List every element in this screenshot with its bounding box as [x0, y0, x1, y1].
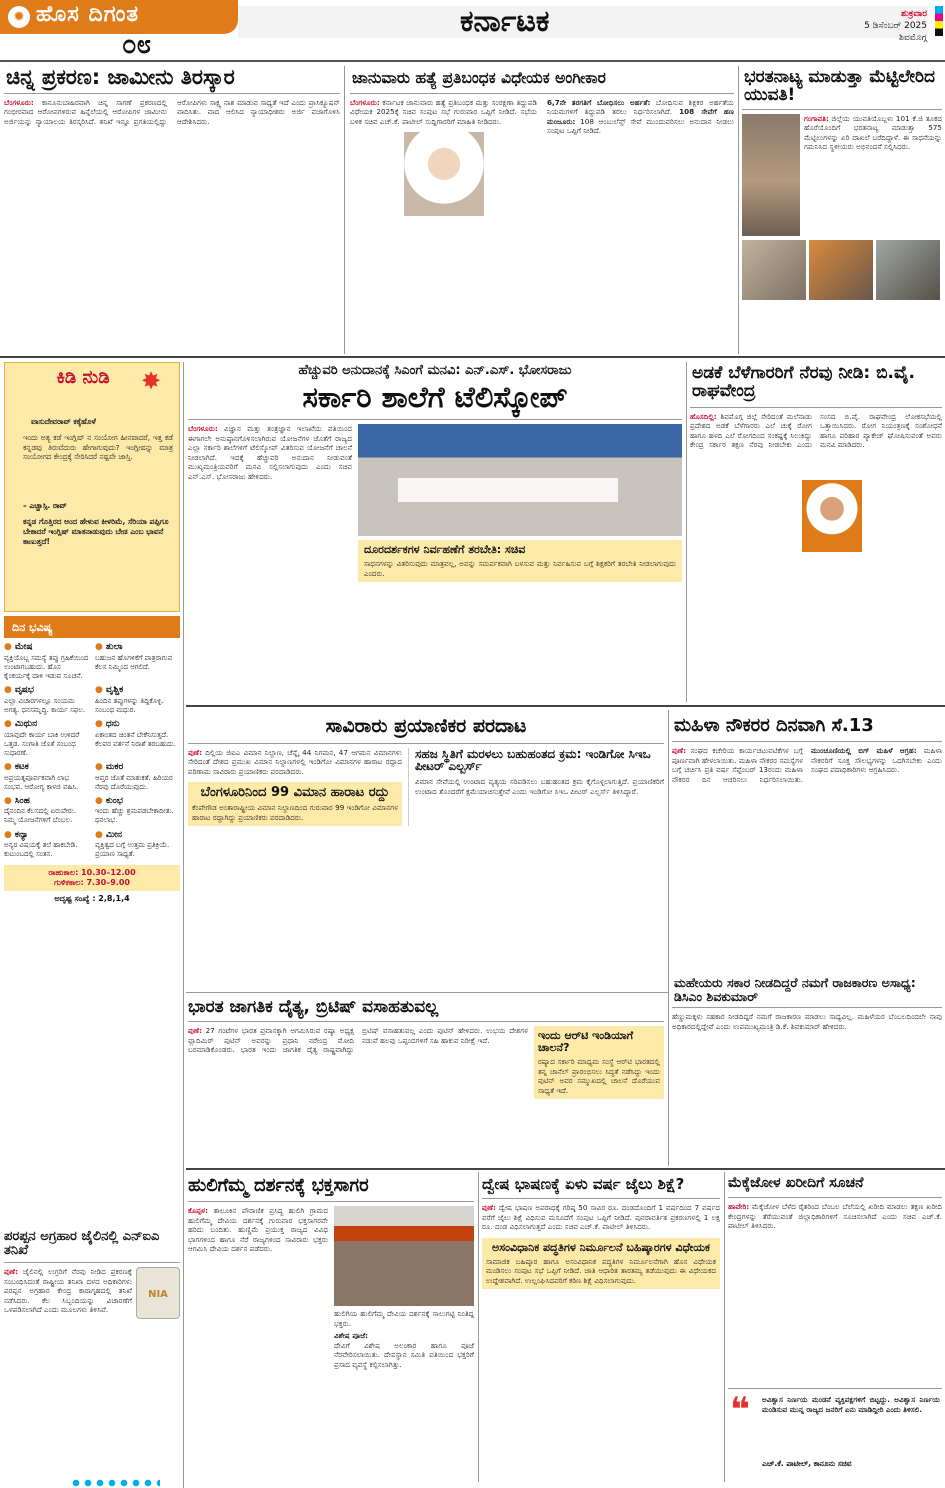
story-dcm	[672, 974, 942, 1164]
nia-badge	[136, 1267, 180, 1319]
sign-name: ಮೇಷ	[14, 642, 33, 652]
sign-text: ದೈನಂದಿನ ಕೆಲಸದಲ್ಲಿ ಏರುಪೇರು. ನಿಮ್ಮ ಯೋಜನೆಗಳಿಗೆ ಬೆಂಬಲ.	[4, 807, 77, 825]
zodiac-icon: ●	[95, 642, 103, 652]
story-huligemma	[188, 1172, 474, 1488]
subhead: ಮುಂಚೂಣಿಯಲ್ಲಿ ಬಿಗ್ ಮಹಿಳೆ ಆಗ್ರಹ:	[811, 746, 917, 756]
body-text: 27 ಗಂಟೆಗಳ ಭಾರತ ಪ್ರವಾಸಕ್ಕಾಗಿ ಆಗಮಿಸಿರುವ ರಷ್ಯಾ ಅಧ್ಯಕ್ಷ ವ್ಲಾದಿಮಿರ್ ಪುಟಿನ್ ಅವರನ್ನು ಪ್ರಧಾನಿ ನರೇಂದ್ರ ಮೋದಿ ಬರಮಾಡಿಕೊಂಡರು. ಭಾರತ ಇಂದು ಜಾಗತಿಕ ದೈತ್ಯ ರಾಷ್ಟ್ರವಾಗಿದ್ದು ಬ್ರಿಟಿಷ್ ವಸಾಹತುವಲ್ಲ ಎಂದು ಪುಟಿನ್ ಹೇಳಿದರು. ಉಭಯ ದೇಶಗಳ ನಡುವೆ ಹಲವು ಒಪ್ಪಂದಗಳಿಗೆ ಸಹಿ ಹಾಕುವ ನಿರೀಕ್ಷೆ ಇದೆ.	[188, 1026, 528, 1055]
section-title: ಕರ್ನಾಟಕ	[460, 4, 550, 39]
sign-name: ಕನ್ಯಾ	[14, 829, 29, 840]
body-text: ದಿಲ್ಲಿಯ ಜಿಐಎ ವಿಮಾನ ನಿಲ್ದಾಣ, ಚೆನ್ನೈ 44 ನಿಗಮನ, 47 ಆಗಮನ ವಿಮಾನಗಳು ಸೇರಿದಂತೆ ದೇಶದ ಪ್ರಮುಖ ವಿಮಾನ ನಿಲ್ದಾಣಗಳಲ್ಲಿ ಇಂಡಿಗೋ ವಿಮಾನಗಳ ಹಾರಾಟ ರದ್ದಾದ ಪರಿಣಾಮ ಸಾವಿರಾರು ಪ್ರಯಾಣಿಕರು ಪರದಾಡಿದರು.	[188, 747, 402, 776]
kidi-reply: ಕನ್ನಡ ಗೊತ್ತಿರದ ಅಂದ ಹೇಳುವ ಕೀಳರಿಮೆ, ಸೆರಿಯಾ ಪಪ್ಪಿಗೂ ಬೇಕಾದರೆ ಇಂಗ್ಲಿಷ್ ಮಾತನಾಡುವುದು ಬೇಡ ಎಂಬ ಭಾವನೆ ಕಾಣುತ್ತದೆ!	[23, 517, 169, 547]
lead-headline: ಸರ್ಕಾರಿ ಶಾಲೆಗೆ ಟೆಲಿಸ್ಕೋಪ್	[188, 378, 682, 420]
headline: ಭಾರತ ಜಾಗತಿಕ ದೈತ್ಯ, ಬ್ರಿಟಿಷ್ ವಸಾಹತುವಲ್ಲ	[188, 996, 664, 1022]
temple-crowd-photo	[334, 1206, 474, 1306]
rahukala-box	[4, 865, 180, 891]
steps-photo	[742, 240, 806, 300]
body	[690, 408, 942, 450]
city: ಶಿವಮೊಗ್ಗ	[899, 33, 927, 44]
sign-name: ಮಿಥುನ	[14, 718, 38, 729]
sign-name: ವೃಷಭ	[14, 684, 34, 695]
sign-name: ಕಟಕ	[14, 761, 29, 772]
sign-text: ಏಕಾಂತದ ಚಿಂತನೆ ಬೇಕೆನಿಸುತ್ತದೆ. ಕೆಲವರ ವರ್ತನೆ ನಿರಾಶೆ ತರಬಹುದು.	[95, 730, 177, 748]
dateline: ಪುಣೆ:	[188, 1026, 202, 1036]
sign-name: ಸಿಂಹ	[14, 795, 30, 806]
zodiac-icon: ●	[95, 795, 103, 806]
sign-text: ವ್ಯಕ್ತಿಯೊಬ್ಬ ಸಮಸ್ಯೆ ತಪ್ಪು ಗ್ರಹಿಕೆಯಿಂದ ಉಂಟಾಗಬಹುದು. ಹೊಸ ಕೈಂಕರ್ಯಕ್ಕೆ ದಾಳಿ ಇಡುವ ಸೂಚನೆ.	[4, 653, 89, 680]
dateline: ಹೊಸದಿಲ್ಲಿ:	[690, 411, 717, 421]
body-text: ಶಿವಮೊಗ್ಗ ಜಿಲ್ಲೆ ಸೇರಿದಂತೆ ಮಲೆನಾಡು ಪ್ರದೇಶದ ಅಡಕೆ ಬೆಳೆಗಾರರು ಎಲೆ ಚುಕ್ಕೆ ರೋಗ ಹಾಗೂ ಹಳದಿ ಎಲೆ ರೋಗದಿಂದ ಸಂಕಷ್ಟಕ್ಕೆ ಸಿಲುಕಿದ್ದು ಕೇಂದ್ರ ಸರ್ಕಾರ ತಕ್ಷಣ ನೆರವು ನೀಡಬೇಕು ಎಂದು ಸಂಸದ ಬಿ.ವೈ. ರಾಘವೇಂದ್ರ ಲೋಕಸಭೆಯಲ್ಲಿ ಒತ್ತಾಯಿಸಿದರು. ರೋಗ ನಿಯಂತ್ರಣಕ್ಕೆ ಸಂಶೋಧನೆ ಹಾಗೂ ಪರಿಹಾರ ಪ್ಯಾಕೇಜ್ ಘೋಷಿಸುವಂತೆ ಅವರು ಮನವಿ ಮಾಡಿದರು.	[690, 411, 942, 450]
body-text: ಕಾನೂನುಬಾಹಿರವಾಗಿ ಚಿನ್ನ ಸಾಗಣೆ ಪ್ರಕರಣದಲ್ಲಿ ಗಂಭೀರವಾದ ಆರೋಪಗಳಿರುವ ಹಿನ್ನೆಲೆಯಲ್ಲಿ ಆರೋಪಿಗಳ ಜಾಮೀನು ಅರ್ಜಿಯನ್ನು ನ್ಯಾಯಾಲಯ ತಿರಸ್ಕರಿಸಿದೆ. ತನಿಖೆ ಇನ್ನೂ ಪ್ರಗತಿಯಲ್ಲಿದ್ದು ಆರೋಪಿಗಳು ಸಾಕ್ಷ್ಯ ನಾಶ ಮಾಡುವ ಸಾಧ್ಯತೆ ಇದೆ ಎಂದು ಪ್ರಾಸಿಕ್ಯೂಷನ್ ವಾದಿಸಿತು. ವಾದ ಆಲಿಸಿದ ನ್ಯಾಯಾಧೀಶರು ಅರ್ಜಿ ವಜಾಗೊಳಿಸಿ ಆದೇಶಿಸಿದರು.	[4, 97, 340, 126]
story-nia-jail	[4, 1228, 180, 1484]
body	[672, 742, 942, 784]
zodiac-icon: ●	[95, 761, 103, 772]
kidi-nudi-box	[4, 362, 180, 612]
section-band	[238, 6, 928, 38]
headline: ಮಹೇಯರು ಸಕಾರ ನೀಡದಿದ್ದರೆ ನಮಗೆ ರಾಜಕಾರಣ ಅಸಾಧ್ಯ: ಡಿಸಿಎಂ ಶಿವಕುಮಾರ್	[672, 974, 942, 1008]
horoscope-sign	[95, 642, 180, 681]
divider	[478, 1172, 479, 1482]
registration-marks	[70, 1479, 160, 1487]
headline: ಹುಲಿಗೆಮ್ಮ ದರ್ಶನಕ್ಕೆ ಭಕ್ತಸಾಗರ	[188, 1172, 474, 1202]
body-text: ವಿಜ್ಞಾನ ಮತ್ತು ತಂತ್ರಜ್ಞಾನ ಇಲಾಖೆಯ ವತಿಯಿಂದ ಈಗಾಗಲೇ ಅನುಷ್ಠಾನಗೊಳಿಸಲಾಗಿರುವ ಯೋಜನೆಗಳ ಜೊತೆಗೆ ರಾಜ್ಯದ ಎಲ್ಲಾ ಸರ್ಕಾರಿ ಶಾಲೆಗಳಿಗೆ ಟೆಲಿಸ್ಕೋಪ್ ವಿತರಿಸುವ ಯೋಜನೆಗೆ ಚಾಲನೆ ನೀಡಲಾಗಿದೆ. ಇದಕ್ಕೆ ಹೆಚ್ಚುವರಿ ಅನುದಾನ ನೀಡುವಂತೆ ಮುಖ್ಯಮಂತ್ರಿಯವರಿಗೆ ಮನವಿ ಸಲ್ಲಿಸಲಾಗುವುದು ಎಂದು ಸಚಿವ ಎನ್.ಎಸ್. ಭೋಸರಾಜು ಹೇಳಿದರು.	[188, 424, 352, 481]
sign-name: ಧನು	[105, 718, 120, 729]
sign-heading	[4, 719, 89, 731]
zodiac-icon: ●	[95, 829, 103, 840]
headline: ಭರತನಾಟ್ಯ ಮಾಡುತ್ತಾ ಮೆಟ್ಟಿಲೇರಿದ ಯುವತಿ!	[742, 64, 942, 110]
zodiac-icon: ●	[4, 642, 12, 652]
rt-india-box	[534, 1026, 664, 1099]
story-gold-case	[4, 64, 340, 354]
dateline: ಗಂಗಾವತಿ:	[804, 113, 829, 123]
story-cattle-bill	[350, 64, 734, 354]
rule	[186, 992, 668, 993]
body	[350, 94, 734, 217]
dateline: ಹಾವೇರಿ:	[728, 1202, 750, 1212]
divider	[686, 362, 687, 702]
date-block	[864, 8, 927, 44]
dateline: ಕೊಪ್ಪಳ:	[188, 1206, 209, 1216]
crowd-photo	[809, 240, 873, 300]
telescope-event-photo	[358, 424, 682, 536]
body-text-3: 108 ಆಂಬುಲೆನ್ಸ್ ಸೇವೆ ಮುಂದುವರಿಸಲು ಅನುದಾನ ನೀಡಲು ಸಂಪುಟ ಒಪ್ಪಿಗೆ ನೀಡಿದೆ.	[547, 116, 734, 136]
box-title: ಇಂದು ಆರ್‌ಟಿ ಇಂಡಿಯಾಗೆ ಚಾಲನೆ?	[538, 1029, 634, 1055]
horoscope-sign	[95, 685, 180, 715]
cmyk-marks-top	[935, 6, 943, 36]
sign-text: ಇಂದು ಹೆಚ್ಚು ಶ್ರಮಪಡಬೇಕಾದೀತು. ಧನಲಾಭ.	[95, 807, 174, 825]
logo-block	[0, 0, 238, 34]
zodiac-icon: ●	[4, 795, 12, 806]
photo-caption: ಹುಲಿಗಿಯ ಹುಲಿಗೆಮ್ಮ ದೇವಿಯ ದರ್ಶನಕ್ಕೆ ಸಾಲುಗಟ್ಟಿ ನಿಂತಿದ್ದ ಭಕ್ತರು.	[334, 1309, 474, 1328]
lead-kicker: ಹೆಚ್ಚುವರಿ ಅನುದಾನಕ್ಕೆ ಸಿಎಂಗೆ ಮನವಿ: ಎನ್.ಎಸ್. ಭೋಸರಾಜು	[298, 363, 572, 378]
horoscope-sign	[95, 719, 180, 758]
body-text: ಹೆಣ್ಣುಮಕ್ಕಳು ಸಹಕಾರ ನೀಡದಿದ್ದರೆ ನಮಗೆ ರಾಜಕಾರಣ ಮಾಡಲು ಸಾಧ್ಯವಿಲ್ಲ. ಮಹಿಳೆಯರ ಬೆಂಬಲದಿಂದಲೇ ನಾವು ಅಧಿಕಾರದಲ್ಲಿದ್ದೇವೆ ಎಂದು ಉಪಮುಖ್ಯಮಂತ್ರಿ ಡಿ.ಕೆ. ಶಿವಕುಮಾರ್ ಹೇಳಿದರು.	[672, 1012, 942, 1031]
horoscope-grid	[4, 638, 180, 859]
zodiac-icon: ●	[4, 761, 12, 772]
masthead-rule	[0, 60, 945, 62]
headline: ಪರಪ್ಪನ ಅಗ್ರಹಾರ ಜೈಲಿನಲ್ಲಿ ಎನ್‌ಐಎ ತನಿಖೆ	[4, 1228, 180, 1263]
dateline: ಪುಣೆ:	[482, 1203, 496, 1213]
caption-body: ಸಾಧನಗಳನ್ನು ವಿತರಿಸುವುದು ಮಾತ್ರವಲ್ಲ, ಅವನ್ನು ಸಮರ್ಪಕವಾಗಿ ಬಳಸುವ ಮತ್ತು ನಿರ್ವಹಿಸುವ ಬಗ್ಗೆ ಶಿಕ್ಷಕರಿಗೆ ತರಬೇತಿ ನೀಡಲಾಗುವುದು ಎಂದರು.	[364, 559, 676, 578]
weekday: ಶುಕ್ರವಾರ	[901, 9, 927, 19]
body-text-2: ಮಹಿಳಾ ನೌಕರರಿಗೆ ಸೂಕ್ತ ಸೌಲಭ್ಯಗಳನ್ನು ಒದಗಿಸಬೇಕು ಎಂದು ಸಂಘದ ಪದಾಧಿಕಾರಿಗಳು ಆಗ್ರಹಿಸಿದರು.	[811, 746, 942, 775]
body-text: ದ್ವೇಷ ಭಾಷಣ ಅಪರಾಧಕ್ಕೆ ಗರಿಷ್ಠ 50 ಸಾವಿರ ರೂ. ದಂಡದೊಂದಿಗೆ 1 ವರ್ಷದಿಂದ 7 ವರ್ಷದ ವರೆಗೆ ಜೈಲು ಶಿಕ್ಷೆ ವಿಧಿಸುವ ಮಸೂದೆಗೆ ಸಂಪುಟ ಒಪ್ಪಿಗೆ ನೀಡಿದೆ. ಪುನರಾವರ್ತಿತ ಪ್ರಕರಣಗಳಲ್ಲಿ 1 ಲಕ್ಷ ರೂ. ದಂಡ ವಿಧಿಸಲಾಗುತ್ತದೆ ಎಂದು ಸಚಿವ ಎಚ್.ಕೆ. ಪಾಟೀಲ್ ತಿಳಿಸಿದರು.	[482, 1203, 720, 1232]
horoscope-sign	[95, 830, 180, 860]
story-maize	[728, 1172, 942, 1382]
kidi-author: ವಾಸುದೇವರಾವ್ ಕಕ್ಕೆಹೊಳೆ	[31, 417, 96, 426]
body-text-2: ಬೋಧಿಸುವ ಶಿಕ್ಷಕರ ಅರ್ಹತೆಯ ನಿಯಮಗಳಿಗೆ ತಿದ್ದುಪಡಿ ತರಲು ನಿರ್ಧರಿಸಲಾಗಿದೆ.	[547, 97, 734, 117]
dateline: ಬೆಂಗಳೂರು:	[4, 97, 34, 107]
story-bharatanatya	[742, 64, 942, 354]
story-women-day	[672, 710, 942, 970]
body-text: ಸಂಘದ ಕಚೇರಿಯ ಕಾರ್ಯಚಟುವಟಿಕೆಗಳ ಬಗ್ಗೆ ಪೂರ್ಣವಾಗಿ ಹೇಳಲಾಯಿತು. ಮಹಿಳಾ ನೌಕರರ ಸಮಸ್ಯೆಗಳ ಬಗ್ಗೆ ಚರ್ಚಿಸಿ ಪ್ರತಿ ವರ್ಷ ಸೆಪ್ಟೆಂಬರ್ 13ರಂದು ಮಹಿಳಾ ನೌಕರರ ದಿನ ಆಚರಿಸಲು ನಿರ್ಧರಿಸಲಾಯಿತು.	[672, 746, 803, 784]
lamp-icon: ✹	[8, 6, 30, 28]
date: 5 ಡಿಸೆಂಬರ್ 2025	[864, 21, 927, 32]
spark-icon: ✸	[141, 367, 162, 395]
sign-name: ಕುಂಭ	[105, 795, 123, 806]
sign-text: ಅನ್ಯರ ವಿಷಯಕ್ಕೆ ತಲೆ ಹಾಕಬೇಡಿ. ಕುಟುಂಬದಲ್ಲಿ ಸಂತಸ.	[4, 841, 78, 859]
body-text: ಮೆಕ್ಕೆಜೋಳ ಬೆಳೆದ ರೈತರಿಂದ ಬೆಂಬಲ ಬೆಲೆಯಲ್ಲಿ ಖರೀದಿ ಮಾಡಲು ತಕ್ಷಣ ಖರೀದಿ ಕೇಂದ್ರಗಳನ್ನು ತೆರೆಯುವಂತೆ ಜಿಲ್ಲಾಧಿಕಾರಿಗಳಿಗೆ ಸೂಚಿಸಲಾಗಿದೆ ಎಂದು ಸಚಿವ ಎಚ್.ಕೆ. ಪಾಟೀಲ್ ತಿಳಿಸಿದರು.	[728, 1202, 942, 1231]
zodiac-icon: ●	[4, 829, 12, 840]
box-title: ಬೆಂಗಳೂರಿನಿಂದ 99 ವಿಮಾನ ಹಾರಾಟ ರದ್ದು	[200, 785, 390, 801]
box-body: ಸಾಮಾಜಿಕ ಬಹಿಷ್ಕಾರ ಹಾಗೂ ಅಸಂವಿಧಾನಿಕ ಪದ್ಧತಿಗಳ ನಿರ್ಮೂಲನೆಗಾಗಿ ಹೊಸ ವಿಧೇಯಕ ಮಂಡಿಸಲು ಸಂಪುಟ ಸಭೆ ಒಪ್ಪಿಗೆ ನೀಡಿದೆ. ಜಾತಿ ಆಧಾರಿತ ತಾರತಮ್ಯ ತಡೆಯುವುದು ಈ ವಿಧೇಯಕದ ಉದ್ದೇಶವಾಗಿದೆ. ಉಲ್ಲಂಘಿಸಿದವರಿಗೆ ಕಠಿಣ ಶಿಕ್ಷೆ ವಿಧಿಸಲಾಗುವುದು.	[486, 1256, 716, 1285]
dateline: ಪುಣೆ:	[4, 1267, 18, 1277]
body-text-2: ದೇವಿಗೆ ವಿಶೇಷ ಅಲಂಕಾರ ಹಾಗೂ ಪೂಜೆ ನೆರವೇರಿಸಲಾಯಿತು. ದೇವಸ್ಥಾನ ಸಮಿತಿ ವತಿಯಿಂದ ಭಕ್ತರಿಗೆ ಪ್ರಸಾದ ವ್ಯವಸ್ಥೆ ಕಲ್ಪಿಸಲಾಗಿತ್ತು.	[334, 1340, 474, 1369]
body	[4, 94, 340, 127]
headline: ಮೆಕ್ಕೆಜೋಳ ಖರೀದಿಗೆ ಸೂಚನೆ	[728, 1172, 942, 1198]
sign-name: ತುಲಾ	[105, 642, 123, 652]
sign-text: ಬಹುಜನ ಹೊಗಳಿಕೆಗೆ ಪಾತ್ರರಾಗುವ ಕೆಲಸ ನಿಮ್ಮಿಂದ ಆಗಲಿದೆ.	[95, 653, 173, 671]
sign-heading	[4, 762, 89, 774]
sign-heading	[95, 830, 180, 842]
horoscope-title: ದಿನ ಭವಿಷ್ಯ	[4, 616, 180, 638]
horoscope-sign	[4, 719, 89, 758]
box-title: ಅಸಂವಿಧಾನಿಕ ಪದ್ಧತಿಗಳ ನಿರ್ಮೂಲನೆ ಬಹಿಷ್ಕಾರಗಳ ವಿಧೇಯಕ	[492, 1240, 710, 1254]
kidi-source: – ಎಚ್ಚಾಸ್ಸಿ. ರಾವ್	[23, 501, 67, 510]
horoscope-sign	[95, 796, 180, 826]
lead-story	[188, 362, 682, 702]
rahukala: ರಾಹುಕಾಲ: 10.30–12.00	[48, 868, 136, 878]
temple-photo	[876, 240, 940, 300]
sign-text: ಎಲ್ಲಾ ವಿಚಾರಗಳಲ್ಲೂ ಸಂಯಮ ಅಗತ್ಯ. ಧನಸಮೃದ್ಧಿ. ಕಾರ್ಯ ಸಫಲ.	[4, 696, 86, 714]
sign-heading	[4, 685, 89, 697]
sign-text: ವ್ಯಕ್ತಿತ್ವದ ಬಗ್ಗೆ ಉತ್ತಮ ಪ್ರತಿಕ್ರಿಯೆ. ಪ್ರಯಾಣ ಸಾಧ್ಯತೆ.	[95, 841, 170, 859]
sign-name: ಮಕರ	[105, 761, 124, 772]
lucky-number: ಅದೃಷ್ಟ ಸಂಖ್ಯೆ : 2,8,1,4	[54, 894, 130, 904]
masthead	[0, 0, 945, 62]
subhead-2: 108 ಸೇವೆಗೆ ಹಣ ಮಂಜೂರು:	[547, 107, 734, 126]
box-body: ರಷ್ಯಾದ ಸರ್ಕಾರಿ ಮಾಧ್ಯಮ ಸಂಸ್ಥೆ ಆರ್‌ಟಿ ಭಾರತದಲ್ಲಿ ತನ್ನ ಚಾನೆಲ್ ಪ್ರಾರಂಭಿಸಲು ಸಿದ್ಧತೆ ನಡೆಸಿದ್ದು ಇಂದು ಪುಟಿನ್ ಅವರ ಸಮ್ಮುಖದಲ್ಲಿ ಚಾಲನೆ ದೊರೆಯುವ ಸಾಧ್ಯತೆ ಇದೆ.	[538, 1057, 660, 1095]
dateline: ಬೆಂಗಳೂರು:	[350, 97, 380, 107]
kidi-quote: ಇಂದು ಅತ್ಯ ಕಡೆ ಇಂಗ್ಲಿಷ್ ನ ಸಂಯೋಗ ಹೀನವಾದರೆ, ಇತ್ತ ಕಡೆ ಕನ್ನಡವು ತಿರುವೆದುರು ಹೇಗಾಗುವುದು? ಇಂಗ್ಲೀಷನ್ನು ಮಾತ್ರ ಸಂಯೋಗದ ಕೇಂದ್ರಕ್ಕೆ ಸೇರಿಸಿದರೆ ನಷ್ಟವೇ ಜಾಸ್ತಿ.	[23, 433, 173, 462]
box-body: ಕೆಂಪೇಗೌಡ ಅಂತಾರಾಷ್ಟ್ರೀಯ ವಿಮಾನ ನಿಲ್ದಾಣದಿಂದ ಗುರುವಾರ 99 ಇಂಡಿಗೋ ವಿಮಾನಗಳ ಹಾರಾಟ ರದ್ದಾಗಿದ್ದು ಪ್ರಯಾಣಿಕರು ಪರದಾಡಿದರು.	[192, 803, 398, 822]
banner-strip	[398, 478, 618, 502]
caption-box	[358, 540, 682, 582]
divider	[738, 66, 739, 354]
flights-box	[188, 782, 402, 826]
headline: ದ್ವೇಷ ಭಾಷಣಕ್ಕೆ ಏಳು ವರ್ಷ ಜೈಲು ಶಿಕ್ಷೆ?	[482, 1172, 720, 1199]
dateline: ಬೆಂಗಳೂರು:	[188, 424, 218, 434]
row-rule	[186, 705, 945, 707]
dancer-photo	[742, 114, 800, 236]
story-putin	[188, 996, 664, 1166]
quote-box	[728, 1388, 942, 1478]
logo-text: ಹೊಸ ದಿಗಂತ	[36, 2, 140, 27]
sign-heading	[95, 719, 180, 731]
zodiac-icon: ●	[4, 718, 12, 729]
sign-text: ಆಪ್ತರ ಜೊತೆ ಮಾತುಕತೆ. ಹಿರಿಯರ ನೆರವು ದೊರೆಯುವುದು.	[95, 773, 173, 791]
side-body: ವಿಮಾನ ಸೇವೆಯಲ್ಲಿ ಉಂಟಾದ ವ್ಯತ್ಯಯ ಸರಿಪಡಿಸಲು ಬಹುಹಂತದ ಕ್ರಮ ಕೈಗೊಳ್ಳಲಾಗುತ್ತಿದೆ. ಪ್ರಯಾಣಿಕರಿಗೆ ಉಂಟಾದ ತೊಂದರೆಗೆ ಕ್ಷಮೆಯಾಚಿಸುತ್ತೇವೆ ಎಂದು ಇಂಡಿಗೋ ಸಿಇಒ ಪೀಟರ್ ಎಲ್ಬರ್ಸ್ ತಿಳಿಸಿದ್ದಾರೆ.	[415, 777, 664, 796]
headline: ಜಾನುವಾರು ಹತ್ಯೆ ಪ್ರತಿಬಂಧಕ ವಿಧೇಯಕ ಅಂಗೀಕಾರ	[350, 64, 734, 94]
sign-text: ಹಿಂದಿನ ತಪ್ಪುಗಳನ್ನು ತಿದ್ದಿಕೊಳ್ಳಿ. ಸಂಬಂಧ ಮಧುರ.	[95, 696, 164, 714]
row-rule	[186, 1168, 945, 1170]
divider	[668, 710, 669, 1166]
sign-name: ವೃಶ್ಚಿಕ	[105, 684, 124, 695]
sign-heading	[95, 685, 180, 697]
divider	[344, 66, 345, 354]
horoscope-sign	[4, 796, 89, 826]
quote-text: ಅವಿಶ್ವಾಸ ನಿರ್ಣಯ ಮಂಡನೆ ವ್ಯಕ್ತಿಪಕ್ಷಗಳಿಗೆ ಬಿಟ್ಟದ್ದು. ಅವಿಶ್ವಾಸ ನಿರ್ಣಯ ಮಂಡಿಸುವ ಮುನ್ನ ರಾಜ್ಯದ ಜನರಿಗೆ ಏನು ಮಾಡಿದ್ದೀರಿ ಎಂದು ತಿಳಿಸಲಿ.	[762, 1395, 940, 1414]
body-text: ಜೈಲಿನಲ್ಲಿ ಉಗ್ರರಿಗೆ ನೆರವು ನೀಡಿದ ಪ್ರಕರಣಕ್ಕೆ ಸಂಬಂಧಿಸಿದಂತೆ ರಾಷ್ಟ್ರೀಯ ತನಿಖಾ ದಳದ ಅಧಿಕಾರಿಗಳು ಪರಪ್ಪನ ಅಗ್ರಹಾರ ಕೇಂದ್ರ ಕಾರಾಗೃಹದಲ್ಲಿ ತನಿಖೆ ನಡೆಸಿದರು. ಕೆಲ ಸಿಬ್ಬಂದಿಯನ್ನು ವಿಚಾರಣೆಗೆ ಒಳಪಡಿಸಲಾಗಿದೆ ಎಂದು ಮೂಲಗಳು ತಿಳಿಸಿವೆ.	[4, 1267, 132, 1315]
kidi-title: ಕಿಡಿ ನುಡಿ	[56, 367, 110, 388]
sign-heading	[4, 830, 89, 842]
story-arecanut	[690, 362, 942, 702]
divider	[183, 362, 184, 1488]
zodiac-icon: ●	[95, 718, 103, 729]
horoscope-sign	[4, 762, 89, 792]
horoscope-sign	[4, 685, 89, 715]
sign-heading	[95, 762, 180, 774]
quote-author: ಎಚ್.ಕೆ. ಪಾಟೀಲ್, ಕಾನೂನು ಸಚಿವ	[762, 1459, 852, 1468]
row-rule	[0, 356, 945, 358]
story-hate-speech	[482, 1172, 720, 1488]
headline: ಮಹಿಳಾ ನೌಕರರ ದಿನವಾಗಿ ಸೆ.13	[672, 710, 942, 742]
body-text: ತಾಲೂಕಿನ ಪೌರಾಣಿಕ ಪ್ರಸಿದ್ಧ ಹುಲಿಗಿ ಗ್ರಾಮದ ಹುಲಿಗೆಮ್ಮ ದೇವಿಯ ದರ್ಶನಕ್ಕೆ ಗುರುವಾರ ಭಕ್ತಸಾಗರವೇ ಹರಿದು ಬಂದಿತು. ಹುಣ್ಣಿಮೆ ಪ್ರಯುಕ್ತ ರಾಜ್ಯದ ವಿವಿಧ ಭಾಗಗಳಿಂದ ಹಾಗೂ ನೆರೆ ರಾಜ್ಯಗಳಿಂದ ಸಾವಿರಾರು ಭಕ್ತರು ಆಗಮಿಸಿ ದೇವಿಯ ದರ್ಶನ ಪಡೆದರು.	[188, 1206, 328, 1254]
story-indigo	[188, 710, 664, 990]
body-text: ಕರ್ನಾಟಕ ಜಾನುವಾರು ಹತ್ಯೆ ಪ್ರತಿಬಂಧಕ ಮತ್ತು ಸಂರಕ್ಷಣಾ ತಿದ್ದುಪಡಿ ವಿಧೇಯಕ 2025ಕ್ಕೆ ಸಚಿವ ಸಂಪುಟ ಸಭೆ ಗುರುವಾರ ಒಪ್ಪಿಗೆ ನೀಡಿದೆ. ಸಭೆಯ ಬಳಿಕ ಸಚಿವ ಎಚ್.ಕೆ. ಪಾಟೀಲ್ ಸುದ್ದಿಗಾರರಿಗೆ ಮಾಹಿತಿ ನೀಡಿದರು.	[350, 97, 537, 126]
subhead: 6,7ನೇ ತರಗತಿಗೆ ಬೋಧಿಸಲು ಅರ್ಹತೆ:	[547, 97, 651, 107]
sign-heading	[95, 642, 180, 654]
side-title: ಸಹಜ ಸ್ಥಿತಿಗೆ ಮರಳಲು ಬಹುಹಂತದ ಕ್ರಮ: ಇಂಡಿಗೋ ಸಿಇಒ ಪೀಟರ್ ಎಲ್ಬರ್ಸ್	[415, 746, 651, 774]
nia-emblem: NIA	[148, 1289, 168, 1301]
minister-photo	[404, 132, 484, 216]
dateline: ಪುಣೆ:	[672, 746, 686, 756]
zodiac-icon: ●	[4, 684, 12, 695]
sign-heading	[4, 642, 89, 654]
headline: ಸಾವಿರಾರು ಪ್ರಯಾಣಿಕರ ಪರದಾಟ	[188, 710, 664, 744]
subhead: ವಿಶೇಷ ಪೂಜೆ:	[334, 1331, 369, 1341]
page-number: ೦೮	[122, 30, 152, 60]
zodiac-icon: ●	[95, 684, 103, 695]
horoscope	[4, 616, 180, 1224]
body-text: ಜಿಲ್ಲೆಯ ಯುವತಿಯೊಬ್ಬಳು 101 ಕೆ.ಜಿ ತೂಕದ ಹೊರೆಯೊಂದಿಗೆ ಭರತನಾಟ್ಯ ಮಾಡುತ್ತಾ 575 ಮೆಟ್ಟಿಲುಗಳನ್ನು ಏರಿ ದಾಖಲೆ ಬರೆದಿದ್ದಾಳೆ. ಈ ಸಾಧನೆಯನ್ನು ಗಮನಿಸಿದ ಸ್ಥಳೀಯರು ಅಭಿನಂದನೆ ಸಲ್ಲಿಸಿದರು.	[804, 113, 942, 152]
headline: ಚಿನ್ನ ಪ್ರಕರಣ: ಜಾಮೀನು ತಿರಸ್ಕಾರ	[4, 64, 340, 94]
gulikakala: ಗುಳಿಕಕಾಲ: 7.30–9.00	[54, 878, 130, 888]
mp-photo	[802, 480, 862, 552]
dateline: ಪುಣೆ:	[188, 747, 202, 757]
horoscope-sign	[95, 762, 180, 792]
horoscope-sign	[4, 830, 89, 860]
sign-name: ಮೀನ	[105, 829, 123, 840]
sign-text: ಯಾವುದೇ ಕಾರ್ಯ ಬಾಕಿ ಉಳಿದರೆ ಒತ್ತಡ. ಸಂಗಾತಿ ಜೊತೆ ಸಂಬಂಧ ಸುಧಾರಣೆ.	[4, 730, 80, 757]
divider	[724, 1172, 725, 1482]
sign-heading	[95, 796, 180, 808]
caption-title: ದೂರದರ್ಶಕಗಳ ನಿರ್ವಹಣೆಗೆ ತರಬೇತಿ: ಸಚಿವ	[364, 543, 526, 557]
horoscope-sign	[4, 642, 89, 681]
sign-heading	[4, 796, 89, 808]
headline: ಅಡಕೆ ಬೆಳೆಗಾರರಿಗೆ ನೆರವು ನೀಡಿ: ಬಿ.ವೈ. ರಾಘವೇಂದ್ರ	[690, 362, 942, 408]
anti-boycott-box	[482, 1238, 720, 1289]
quote-icon: ❝	[730, 1390, 750, 1430]
sign-text: ಅಪ್ರಯತ್ನಪೂರ್ವಕವಾಗಿ ಲಾಭ ಸಂಭವ. ಆರೋಗ್ಯ ಕಾಳಜಿ ವಹಿಸಿ.	[4, 773, 79, 791]
